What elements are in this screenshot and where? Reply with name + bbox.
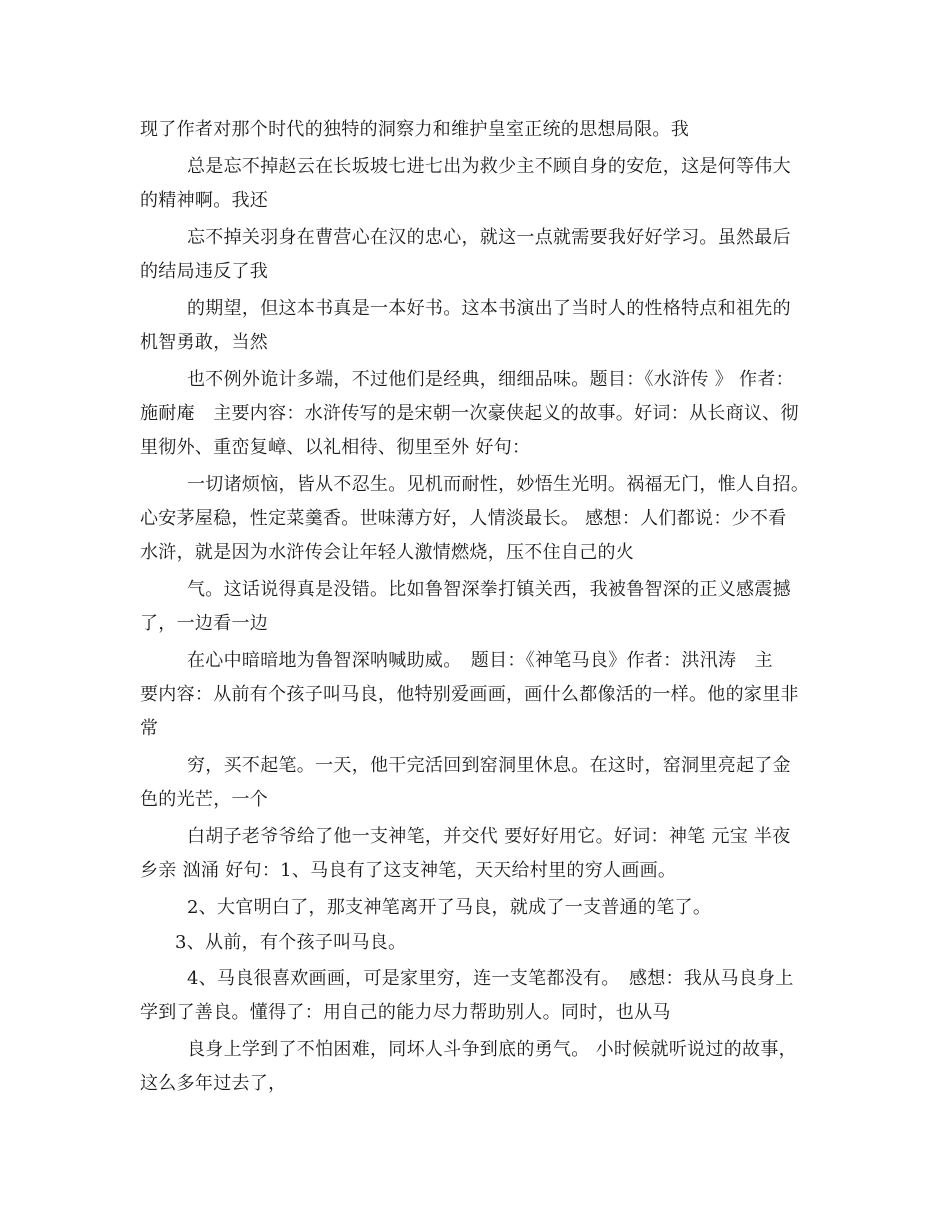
text-line: 总是忘不掉赵云在长坂坡七进七出为救少主不顾自身的安危，这是何等伟大 <box>187 156 791 177</box>
text-line: 水浒，就是因为水浒传会让年轻人激情燃烧，压不住自己的火 <box>140 542 635 563</box>
text-line: 2、大官明白了，那支神笔离开了马良，就成了一支普通的笔了。 <box>187 897 712 918</box>
text-line: 的结局违反了我 <box>140 261 269 282</box>
text-line: 现了作者对那个时代的独特的洞察力和维护皇室正统的思想局限。我 <box>140 119 689 140</box>
text-line: 穷，买不起笔。一天，他干完活回到窑洞里休息。在这时，窑洞里亮起了金 <box>187 755 791 776</box>
text-line: 了，一边看一边 <box>140 613 269 634</box>
text-line: 忘不掉关羽身在曹营心在汉的忠心，就这一点就需要我好好学习。虽然最后 <box>187 227 791 248</box>
text-line: 心安茅屋稳，性定菜羹香。世味薄方好，人情淡最长。 感想：人们都说：少不看 <box>140 508 787 529</box>
text-line: 色的光芒，一个 <box>140 789 269 810</box>
text-line: 白胡子老爷爷给了他一支神笔，并交代 要好好用它。好词：神笔 元宝 半夜 <box>187 826 791 847</box>
text-line: 乡亲 汹涌 好句：1、马良有了这支神笔，天天给村里的穷人画画。 <box>140 860 677 881</box>
text-line: 的精神啊。我还 <box>140 190 269 211</box>
text-line: 机智勇敢，当然 <box>140 332 269 353</box>
text-line: 常 <box>140 718 159 739</box>
text-line: 在心中暗暗地为鲁智深呐喊助威。 题目：《神笔马良》作者：洪汛涛 主 <box>187 650 773 671</box>
text-line: 要内容：从前有个孩子叫马良，他特别爱画画，画什么都像活的一样。他的家里非 <box>140 684 799 705</box>
text-line: 施耐庵 主要内容：水浒传写的是宋朝一次豪侠起义的故事。好词：从长商议、彻 <box>140 403 799 424</box>
text-line: 这么多年过去了， <box>140 1073 287 1094</box>
text-line: 3、从前，有个孩子叫马良。 <box>175 932 407 953</box>
text-line: 里彻外、重峦复嶂、以礼相待、彻里至外 好句： <box>140 437 531 458</box>
text-line: 一切诸烦恼，皆从不忍生。见机而耐性，妙悟生光明。祸福无门，惟人自招。 <box>187 474 810 495</box>
text-line: 4、马良很喜欢画画，可是家里穷，连一支笔都没有。 感想：我从马良身上 <box>187 968 794 989</box>
text-line: 气。这话说得真是没错。比如鲁智深拳打镇关西，我被鲁智深的正义感震撼 <box>187 579 791 600</box>
text-line: 也不例外诡计多端，不过他们是经典，细细品味。题目：《水浒传 》 作者： <box>187 369 794 390</box>
text-line: 良身上学到了不怕困难，同坏人斗争到底的勇气。 小时候就听说过的故事， <box>187 1039 797 1060</box>
text-line: 学到了善良。懂得了：用自己的能力尽力帮助别人。同时，也从马 <box>140 1002 671 1023</box>
text-line: 的期望，但这本书真是一本好书。这本书演出了当时人的性格特点和祖先的 <box>187 298 791 319</box>
